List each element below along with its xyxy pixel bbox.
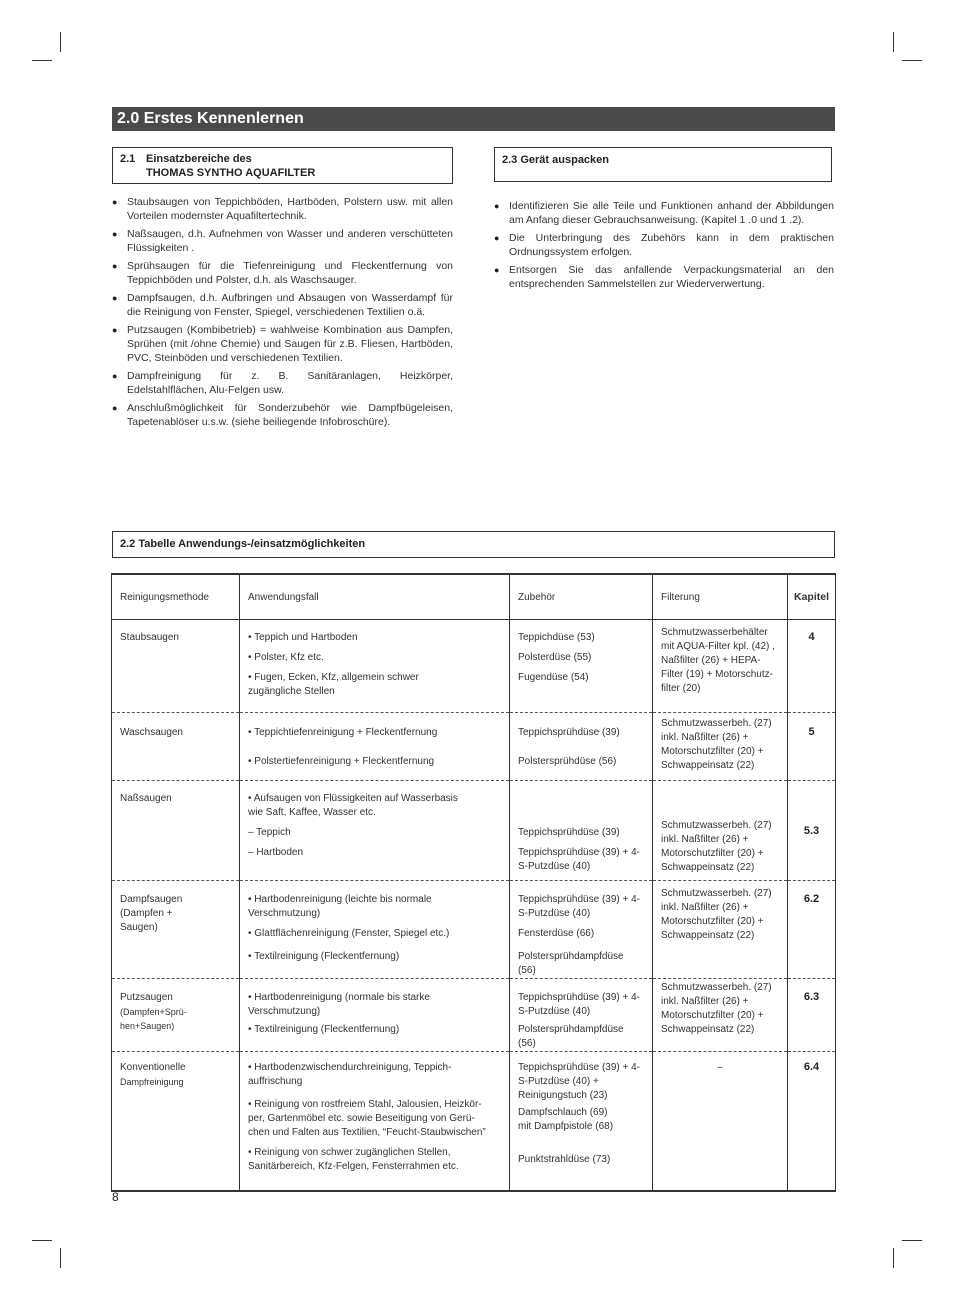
table-row: [112, 713, 836, 781]
section-21-heading: [112, 147, 453, 184]
cell-use: – Teppich: [248, 827, 291, 838]
cell-filter: –: [717, 1062, 723, 1073]
cell-filter: Schmutzwasserbehälter mit AQUA-Filter kpl. (42) , Naßfilter (26) + HEPA-Filter (19) + Motorschutz-filter (20): [661, 627, 775, 694]
cell-chapter: 5: [788, 713, 836, 781]
cell-accessory: Teppichsprühdüse (39) + 4-S-Putzdüse (40): [518, 992, 641, 1017]
cell-use: • Hartbodenreinigung (leichte bis normale Verschmutzung): [248, 894, 432, 919]
cell-use: • Hartbodenzwischendurchreinigung, Teppich-auffrischung: [248, 1062, 452, 1087]
table-row: [112, 979, 836, 1052]
crop-mark: [893, 1248, 894, 1268]
cell-filter: Schmutzwasserbeh. (27) inkl. Naßfilter (26) + Motorschutzfilter (20) + Schwappeinsatz (22): [661, 718, 772, 771]
list-item: ● Entsorgen Sie das anfallende Verpackungsmaterial an den entsprechenden Sammelstellen zur Wiederverwertung.: [494, 263, 834, 291]
header-use: Anwendungsfall: [240, 574, 510, 620]
section-21-heading-line2: THOMAS SYNTHO AQUAFILTER: [146, 167, 316, 179]
cell-use: • Reinigung von rostfreiem Stahl, Jalousien, Heizkör-per, Gartenmöbel etc. sowie Beseitigung von Gerü-chen und Falten aus Textilien, “Feucht-Staubwischen”: [248, 1099, 486, 1138]
cell-accessory: Fugendüse (54): [518, 672, 589, 683]
cell-method: Dampfreinigung: [120, 1077, 184, 1087]
cell-accessory: Teppichdüse (53): [518, 632, 595, 643]
list-item: ● Dampfsaugen, d.h. Aufbringen und Absaugen von Wasserdampf für die Reinigung von Fenster, Spiegel, verschiedenen Textilien o.ä.: [112, 291, 453, 319]
cell-chapter: 6.3: [788, 979, 836, 1052]
list-item: ● Naßsaugen, d.h. Aufnehmen von Wasser und anderen verschütteten Flüssigkeiten .: [112, 227, 453, 255]
section-21-heading-line1: Einsatzbereiche des: [146, 153, 252, 165]
cell-accessory: Polstersprühdampfdüse (56): [518, 951, 624, 976]
cell-use: • Teppichtiefenreinigung + Fleckentfernung: [248, 727, 438, 738]
cell-use: • Aufsaugen von Flüssigkeiten auf Wasserbasis wie Saft, Kaffee, Wasser etc.: [248, 793, 458, 818]
crop-mark: [32, 60, 52, 61]
cell-use: • Hartbodenreinigung (normale bis starke Verschmutzung): [248, 992, 430, 1017]
cell-method: Saugen): [120, 922, 158, 933]
crop-mark: [60, 32, 61, 52]
page-number: 8: [112, 1190, 119, 1204]
cell-chapter: 5.3: [788, 781, 836, 881]
crop-mark: [902, 60, 922, 61]
cell-chapter: 6.4: [788, 1052, 836, 1191]
section-21-number: 2.1: [120, 153, 136, 165]
cell-accessory: Teppichsprühdüse (39): [518, 827, 620, 838]
cell-use: • Glattflächenreinigung (Fenster, Spiegel etc.): [248, 928, 450, 939]
cell-method: Dampfsaugen: [120, 894, 183, 905]
cell-method: Naßsaugen: [120, 793, 172, 804]
cell-use: – Hartboden: [248, 847, 304, 858]
header-method: Reinigungsmethode: [112, 574, 240, 620]
list-item: ● Identifizieren Sie alle Teile und Funktionen anhand der Abbildungen am Anfang dieser Gebrauchsanweisung. (Kapitel 1 .0 und 1 .2).: [494, 199, 834, 227]
table-row: [112, 781, 836, 881]
cell-method: hen+Saugen): [120, 1021, 175, 1031]
cell-method: (Dampfen +: [120, 908, 173, 919]
cell-use: • Textilreinigung (Fleckentfernung): [248, 951, 400, 962]
crop-mark: [32, 1240, 52, 1241]
crop-mark: [893, 32, 894, 52]
cell-accessory: Teppichsprühdüse (39): [518, 727, 620, 738]
list-item: ● Anschlußmöglichkeit für Sonderzubehör wie Dampfbügeleisen, Tapetenablöser u.s.w. (siehe beiliegende Infobroschüre).: [112, 401, 453, 429]
crop-mark: [902, 1240, 922, 1241]
section-23-heading: 2.3 Gerät auspacken: [494, 147, 832, 182]
section-21-list: [112, 195, 453, 433]
table-row: [112, 881, 836, 979]
cell-accessory: Teppichsprühdüse (39) + 4-S-Putzdüse (40): [518, 847, 641, 872]
table-row: [112, 620, 836, 713]
cell-accessory: Polsterdüse (55): [518, 652, 592, 663]
list-item: ● Putzsaugen (Kombibetrieb) = wahlweise Kombination aus Dampfen, Sprühen (mit /ohne Chemie) und Saugen für z.B. Fliesen, Hartböden, PVC, Steinböden und verschiedenen Textilien.: [112, 323, 453, 365]
list-item: ● Staubsaugen von Teppichböden, Hartböden, Polstern usw. mit allen Vorteilen modernster Aquafiltertechnik.: [112, 195, 453, 223]
cell-use: • Fugen, Ecken, Kfz, allgemein schwer zugängliche Stellen: [248, 672, 419, 697]
section-22-heading: 2.2 Tabelle Anwendungs-/einsatzmöglichkeiten: [112, 531, 835, 558]
cell-accessory: Punktstrahldüse (73): [518, 1154, 611, 1165]
cell-accessory: Teppichsprühdüse (39) + 4-S-Putzdüse (40): [518, 894, 641, 919]
cell-chapter: 4: [788, 620, 836, 713]
page-title: 2.0 Erstes Kennenlernen: [112, 107, 835, 131]
list-item: ● Dampfreinigung für z. B. Sanitäranlagen, Heizkörper, Edelstahlflächen, Alu-Felgen usw.: [112, 369, 453, 397]
cell-accessory: Polstersprühdüse (56): [518, 756, 617, 767]
list-item: ● Sprühsaugen für die Tiefenreinigung und Fleckentfernung von Teppichböden und Polster, d.h. als Waschsauger.: [112, 259, 453, 287]
cell-accessory: Fensterdüse (66): [518, 928, 595, 939]
header-filter: Filterung: [653, 574, 788, 620]
table-header-row: [112, 574, 836, 620]
cell-method: Putzsaugen: [120, 992, 173, 1003]
application-table: [111, 573, 836, 1192]
cell-use: • Polstertiefenreinigung + Fleckentfernung: [248, 756, 435, 767]
crop-mark: [60, 1248, 61, 1268]
cell-use: • Polster, Kfz etc.: [248, 652, 324, 663]
list-item: ● Die Unterbringung des Zubehörs kann in dem praktischen Ordnungssystem erfolgen.: [494, 231, 834, 259]
cell-accessory: Teppichsprühdüse (39) + 4-S-Putzdüse (40) + Reinigungstuch (23): [518, 1062, 641, 1101]
header-chapter: Kapitel: [788, 574, 836, 620]
cell-method: (Dampfen+Sprü-: [120, 1007, 187, 1017]
section-23-list: [494, 199, 834, 295]
cell-accessory: Polstersprühdampfdüse (56): [518, 1024, 624, 1049]
cell-filter: Schmutzwasserbeh. (27) inkl. Naßfilter (26) + Motorschutzfilter (20) + Schwappeinsatz (22): [661, 888, 772, 941]
header-accessory: Zubehör: [510, 574, 653, 620]
cell-accessory: Dampfschlauch (69) mit Dampfpistole (68): [518, 1107, 614, 1132]
cell-method: Waschsaugen: [120, 727, 183, 738]
cell-chapter: 6.2: [788, 881, 836, 979]
cell-method: Staubsaugen: [120, 632, 179, 643]
cell-use: • Textilreinigung (Fleckentfernung): [248, 1024, 400, 1035]
cell-filter: Schmutzwasserbeh. (27) inkl. Naßfilter (26) + Motorschutzfilter (20) + Schwappeinsatz (22): [661, 982, 772, 1035]
cell-filter: Schmutzwasserbeh. (27) inkl. Naßfilter (26) + Motorschutzfilter (20) + Schwappeinsatz (22): [661, 820, 772, 873]
cell-use: • Reinigung von schwer zugänglichen Stellen, Sanitärbereich, Kfz-Felgen, Fensterrahmen etc.: [248, 1147, 459, 1172]
cell-method: Konventionelle: [120, 1062, 186, 1073]
cell-use: • Teppich und Hartboden: [248, 632, 358, 643]
table-row: [112, 1052, 836, 1191]
